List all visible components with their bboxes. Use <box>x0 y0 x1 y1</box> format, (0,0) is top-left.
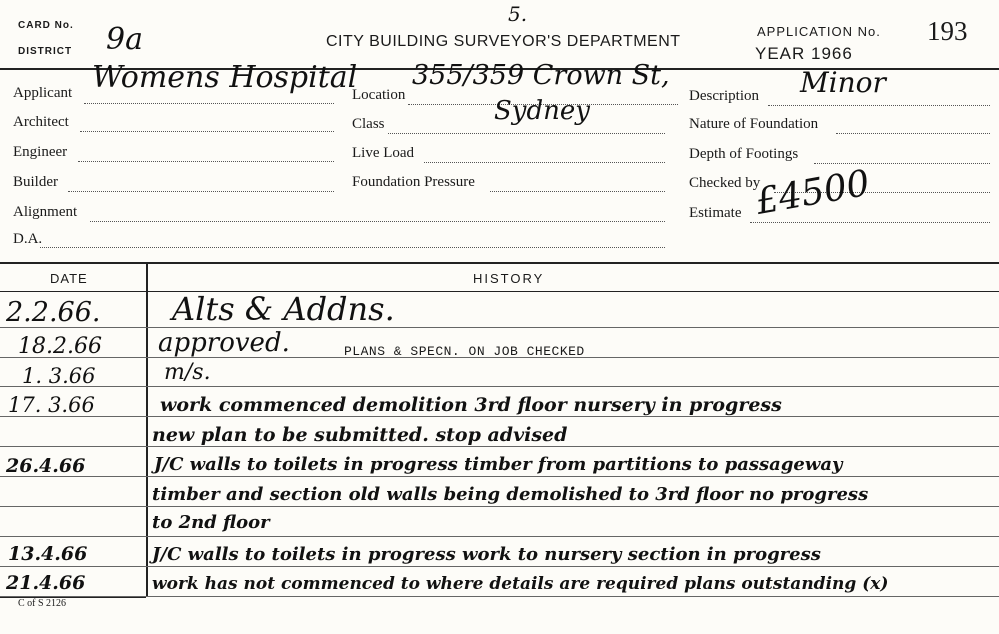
builder-line <box>68 191 334 192</box>
foundation-pressure-label: Foundation Pressure <box>352 174 475 190</box>
year-label: YEAR 1966 <box>755 44 853 63</box>
estimate-label: Estimate <box>689 205 742 221</box>
row-separator <box>0 506 999 507</box>
row-separator <box>0 386 999 387</box>
history-entry: timber and section old walls being demolished to 3rd floor no progress <box>152 484 869 505</box>
history-entry: J/C walls to toilets in progress timber from partitions to passageway <box>154 454 843 475</box>
alignment-line <box>90 221 665 222</box>
description-value: Minor <box>800 66 886 99</box>
department-title: CITY BUILDING SURVEYOR'S DEPARTMENT <box>326 33 681 50</box>
row-separator <box>0 446 999 447</box>
history-entry: m/s. <box>164 360 211 385</box>
history-entry: approved. <box>158 328 290 358</box>
applicant-value: Womens Hospital <box>92 60 358 95</box>
history-column-header: HISTORY <box>473 271 545 286</box>
estimate-value: £4500 <box>752 162 873 223</box>
location-value-line1: 355/359 Crown St, <box>412 60 670 91</box>
top-mark: 5. <box>508 2 528 26</box>
history-top-border <box>0 262 999 264</box>
live-load-line <box>424 162 665 163</box>
history-entry: new plan to be submitted. stop advised <box>152 424 568 446</box>
history-entry: work has not commenced to where details are required plans outstanding (x) <box>152 574 889 594</box>
card-no-label: CARD No. <box>18 20 74 31</box>
history-entry: Alts & Addns. <box>172 290 395 328</box>
live-load-label: Live Load <box>352 145 415 161</box>
class-label: Class <box>352 116 385 132</box>
da-label: D.A. <box>13 231 43 247</box>
row-separator <box>0 327 999 328</box>
application-label: APPLICATION No. <box>757 24 881 39</box>
row-separator <box>0 596 999 597</box>
architect-label: Architect <box>13 114 69 130</box>
history-date: 26.4.66 <box>6 455 86 477</box>
architect-line <box>80 131 334 132</box>
card-no-value: 9a <box>106 22 143 57</box>
applicant-label: Applicant <box>13 85 73 101</box>
checked-by-label: Checked by <box>689 175 761 191</box>
description-label: Description <box>689 88 759 104</box>
estimate-line <box>750 222 990 223</box>
class-line <box>388 133 665 134</box>
district-label: DISTRICT <box>18 46 73 57</box>
foundation-pressure-line <box>490 191 665 192</box>
depth-footings-line <box>814 163 990 164</box>
nature-foundation-line <box>836 133 990 134</box>
depth-footings-label: Depth of Footings <box>689 146 799 162</box>
history-date: 1. 3.66 <box>22 364 96 388</box>
nature-foundation-label: Nature of Foundation <box>689 116 819 132</box>
location-label: Location <box>352 87 406 103</box>
history-header-border <box>0 291 999 292</box>
description-line <box>768 105 990 106</box>
history-column-divider <box>146 263 148 597</box>
history-entry: J/C walls to toilets in progress work to nursery section in progress <box>152 544 821 565</box>
row-separator <box>0 536 999 537</box>
engineer-label: Engineer <box>13 144 68 160</box>
plans-checked-stamp: PLANS & SPECN. ON JOB CHECKED <box>344 344 585 359</box>
form-number: C of S 2126 <box>18 598 67 609</box>
history-entry: to 2nd floor <box>152 512 270 533</box>
row-separator <box>0 416 999 417</box>
history-date: 17. 3.66 <box>8 393 95 417</box>
history-date: 2.2.66. <box>6 297 101 328</box>
application-number: 193 <box>927 16 968 46</box>
history-date: 21.4.66 <box>6 572 86 594</box>
history-entry: work commenced demolition 3rd floor nursery in progress <box>160 394 782 416</box>
row-separator <box>0 566 999 567</box>
applicant-line <box>84 103 334 104</box>
builder-label: Builder <box>13 174 58 190</box>
engineer-line <box>78 161 334 162</box>
alignment-label: Alignment <box>13 204 78 220</box>
da-line <box>40 247 665 248</box>
history-date: 13.4.66 <box>8 543 88 565</box>
location-value-line2: Sydney <box>494 96 590 126</box>
history-date: 18.2.66 <box>18 334 102 359</box>
date-column-header: DATE <box>50 271 88 286</box>
row-separator <box>0 476 999 477</box>
